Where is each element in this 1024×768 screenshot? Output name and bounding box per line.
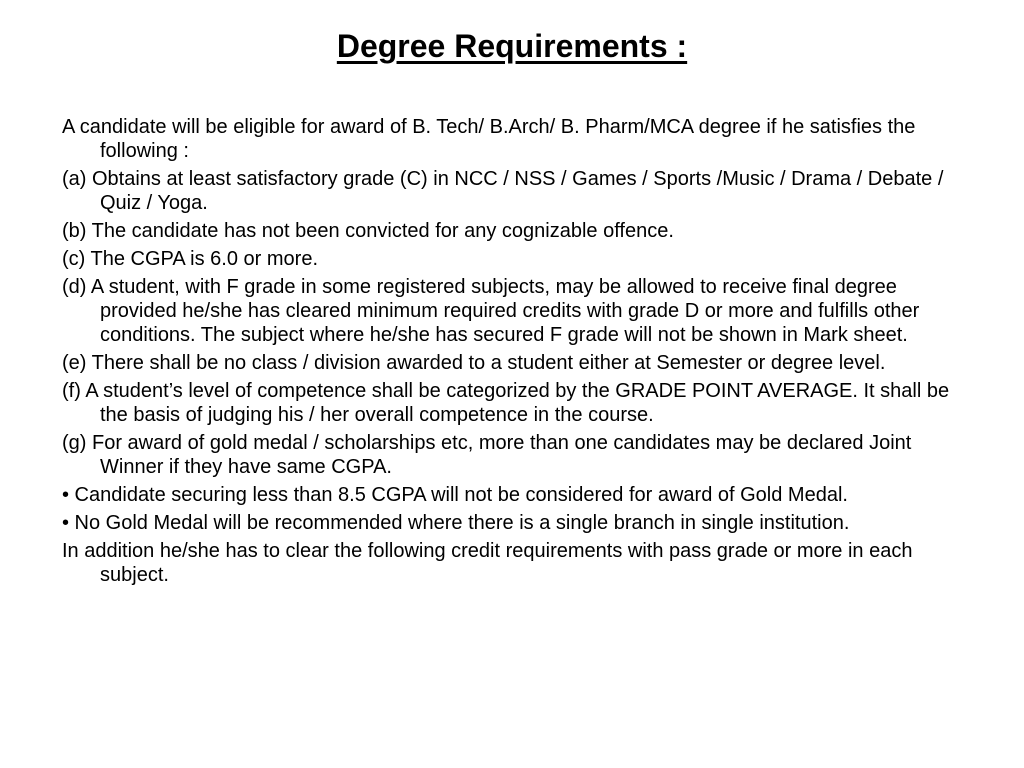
bullet-single-branch: • No Gold Medal will be recommended where there is a single branch in single institution. (62, 512, 850, 534)
slide-title: Degree Requirements : (336, 28, 688, 64)
paragraph-e: (e) There shall be no class / division awarded to a student either at Semester or degree level. (62, 352, 886, 374)
slide-body (62, 115, 972, 591)
paragraph-b: (b) The candidate has not been convicted for any cognizable offence. (62, 220, 674, 242)
paragraph-c: (c) The CGPA is 6.0 or more. (62, 248, 319, 270)
paragraph-credit-requirements: In addition he/she has to clear the following credit requirements with pass grade or more in each subject. (62, 540, 913, 586)
bullet-gold-medal-cgpa: • Candidate securing less than 8.5 CGPA will not be considered for award of Gold Medal. (62, 484, 848, 506)
paragraph-intro: A candidate will be eligible for award of B. Tech/ B.Arch/ B. Pharm/MCA degree if he satisfies the following : (62, 116, 916, 162)
paragraph-f: (f) A student’s level of competence shall be categorized by the GRADE POINT AVERAGE. It shall be the basis of judging his / her overall competence in the course. (62, 380, 950, 426)
paragraph-g: (g) For award of gold medal / scholarships etc, more than one candidates may be declared Joint Winner if they have same CGPA. (62, 432, 912, 478)
paragraph-a: (a) Obtains at least satisfactory grade (C) in NCC / NSS / Games / Sports /Music / Drama / Debate / Quiz / Yoga. (62, 168, 944, 214)
paragraph-d: (d) A student, with F grade in some registered subjects, may be allowed to receive final degree provided he/she has cleared minimum required credits with grade D or more and fulfills other conditions. The subject where he/she has secured F grade will not be shown in Mark sheet. (62, 276, 920, 346)
